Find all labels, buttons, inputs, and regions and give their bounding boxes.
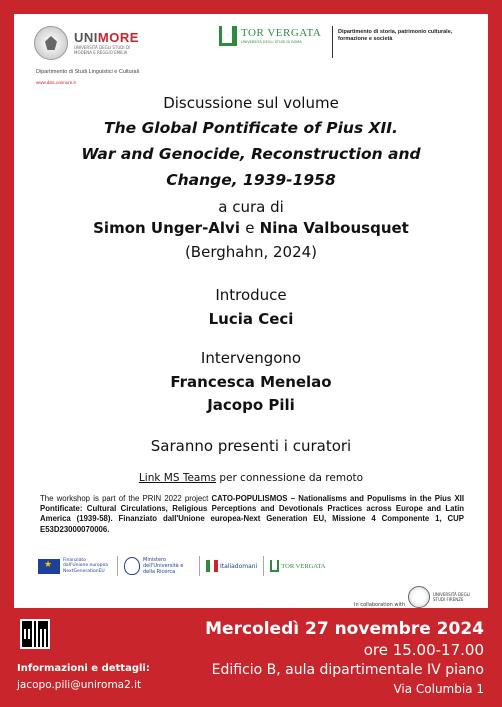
eu-flag-icon [38, 559, 60, 574]
editor-joiner: e [245, 219, 255, 237]
qr-code[interactable] [20, 619, 50, 649]
dept-studi-linguistici: Dipartimento di Studi Linguistici e Culturali [36, 69, 140, 75]
event-place: Edificio B, aula dipartimentale IV piano [211, 662, 484, 678]
speaker-name: Jacopo Pili [207, 396, 295, 414]
unimore-logo [34, 26, 148, 60]
collaboration-label: In collaboration with [354, 602, 406, 608]
book-title [14, 115, 488, 193]
funding-logos [38, 554, 325, 578]
book-title-line-2: War and Genocide, Reconstruction and [81, 145, 421, 163]
event-hours: ore 15.00-17.00 [363, 641, 484, 659]
speaker-name: Francesca Menelao [170, 373, 332, 391]
eu-logo-text: Finanziato dall'Unione europea NextGenerationEU [63, 557, 109, 574]
event-date: Mercoledì 27 novembre 2024 [205, 619, 484, 639]
workshop-intro: The workshop is part of the PRIN 2022 project [40, 494, 212, 503]
eu-logo [38, 558, 111, 575]
info-heading: Informazioni e dettagli: [17, 663, 150, 674]
torvergata-wordmark: TOR VERGATA [241, 27, 322, 39]
italiadomani-logo [206, 560, 257, 572]
workshop-project: CATO-POPULISMOS – Nationalisms and Populisms in the Pius XII Pontificate: Cultural Circulations, Religious Perceptions and Devotionals Practices across Europe and Latin America (1939-58). Finanziato dall'Unione europea-Next Generation EU, Missione 4 Componente 1, CUP E53D23000070006. [40, 494, 464, 534]
poster-sheet [14, 14, 488, 608]
logo-divider [117, 556, 118, 576]
contact-email[interactable]: jacopo.pili@uniroma2.it [17, 679, 142, 691]
workshop-note [40, 494, 464, 535]
teams-link-note: per connessione da remoto [219, 472, 364, 484]
unifi-seal-icon [408, 586, 430, 608]
logo-divider [263, 556, 264, 576]
editors [14, 219, 488, 237]
interventions-label: Intervengono [200, 349, 302, 367]
torvergata-logo [219, 26, 321, 46]
torvergata-mark-icon [270, 560, 279, 572]
edited-by-label: a cura di [218, 198, 284, 216]
italy-flag-icon [206, 560, 218, 572]
publisher: (Berghahn, 2024) [184, 243, 318, 261]
curators-note: Saranno presenti i curatori [150, 437, 352, 455]
qr-code-icon [22, 621, 48, 647]
book-title-line-3: Change, 1939-1958 [166, 171, 336, 189]
italiadomani-text: Italiadomani [220, 562, 258, 570]
discussion-label: Discussione sul volume [163, 94, 339, 112]
unimore-subtitle: UNIVERSITÀ DEGLI STUDI DI MODENA E REGGIO EMILIA [74, 44, 131, 55]
unimore-wordmark: UNIMORE [74, 29, 139, 45]
torvergata-mark-icon [219, 26, 237, 46]
dept-left-url[interactable]: www.dslc.unimore.it [36, 80, 76, 85]
torvergata-small-logo [270, 560, 325, 572]
mur-logo-text: Ministero dell'Università e della Ricerca [143, 556, 184, 576]
dept-storia-patrimonio: Dipartimento di storia, patrimonio culturale, formazione e società [338, 29, 453, 43]
editor-name: Nina Valbousquet [259, 219, 409, 237]
teams-link[interactable]: Link MS Teams [138, 472, 217, 484]
mur-logo [124, 557, 193, 576]
torvergata-subtitle: UNIVERSITÀ DEGLI STUDI DI ROMA [241, 40, 302, 44]
introduce-label: Introduce [215, 286, 287, 304]
header-divider [332, 26, 333, 58]
unifi-logo [408, 586, 473, 608]
logo-divider [199, 556, 200, 576]
italian-republic-emblem-icon [124, 557, 140, 575]
event-street: Via Columbia 1 [393, 682, 484, 696]
introducer-name: Lucia Ceci [208, 310, 294, 328]
book-title-line-1: The Global Pontificate of Pius XII. [104, 119, 398, 137]
teams-link-line [14, 472, 488, 484]
editor-name: Simon Unger-Alvi [93, 219, 240, 237]
university-seal-icon [34, 26, 68, 60]
torvergata-small-text: TOR VERGATA [281, 562, 326, 570]
unifi-text: UNIVERSITÀ DEGLI STUDI FIRENZE [433, 592, 471, 602]
